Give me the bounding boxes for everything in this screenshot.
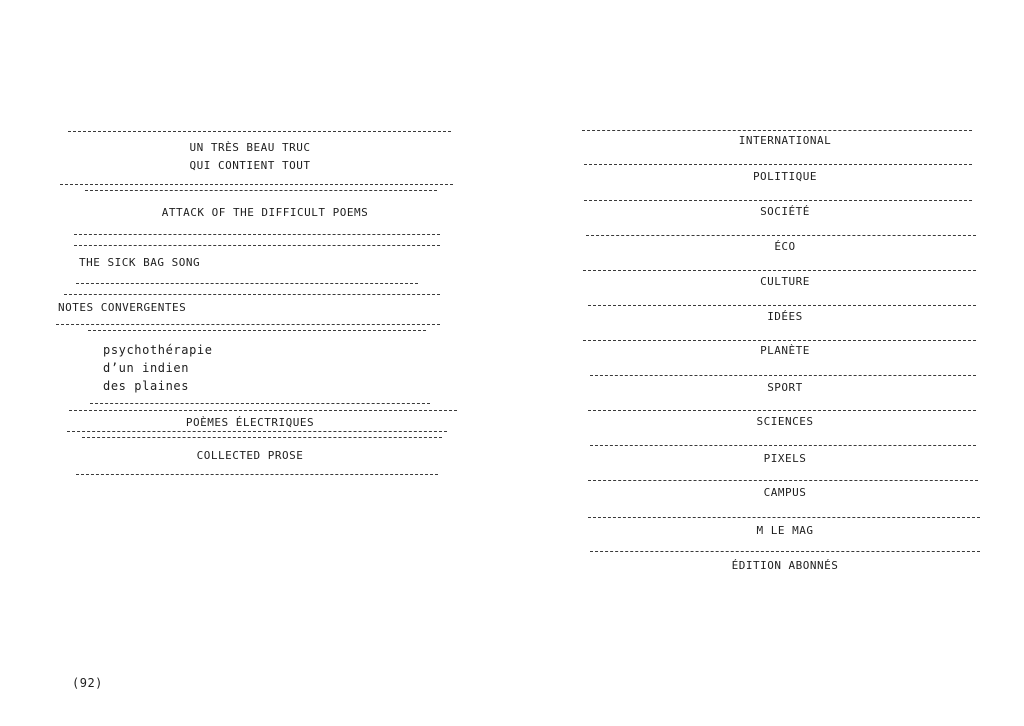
section-label-politique: POLITIQUE xyxy=(752,170,818,183)
section-label-planete: PLANÈTE xyxy=(760,344,810,357)
divider xyxy=(584,200,972,201)
entry-title: COLLECTED PROSE xyxy=(196,449,304,462)
divider xyxy=(85,190,437,191)
section-label-sport: SPORT xyxy=(767,381,803,394)
divider xyxy=(590,445,976,446)
section-label-campus: CAMPUS xyxy=(763,486,807,499)
divider xyxy=(88,330,426,331)
section-label-sciences: SCIENCES xyxy=(756,415,814,428)
section-label-culture: CULTURE xyxy=(760,275,810,288)
entry-subtitle-line2: d’un indien xyxy=(103,361,190,375)
divider xyxy=(583,270,976,271)
section-label-m-le-mag: M LE MAG xyxy=(756,524,814,537)
divider xyxy=(67,431,447,432)
divider xyxy=(60,184,453,185)
entry-title: ATTACK OF THE DIFFICULT POEMS xyxy=(161,206,369,219)
entry-title-line1: UN TRÈS BEAU TRUC xyxy=(189,141,311,154)
divider xyxy=(76,474,438,475)
divider xyxy=(74,245,440,246)
divider xyxy=(69,410,457,411)
divider xyxy=(82,437,442,438)
divider xyxy=(588,410,976,411)
entry-title-line2: QUI CONTIENT TOUT xyxy=(189,159,311,172)
section-label-edition-abonnes: ÉDITION ABONNÉS xyxy=(731,559,839,572)
section-label-societe: SOCIÉTÉ xyxy=(760,205,810,218)
section-label-pixels: PIXELS xyxy=(763,452,807,465)
entry-subtitle-line1: psychothérapie xyxy=(103,343,213,357)
divider xyxy=(588,305,976,306)
divider xyxy=(590,551,980,552)
divider xyxy=(590,375,976,376)
divider xyxy=(588,517,980,518)
divider xyxy=(76,283,418,284)
section-label-idees: IDÉES xyxy=(767,310,803,323)
divider xyxy=(68,131,451,132)
entry-title: THE SICK BAG SONG xyxy=(79,256,201,269)
divider xyxy=(74,234,440,235)
section-label-international: INTERNATIONAL xyxy=(738,134,832,147)
divider xyxy=(90,403,430,404)
divider xyxy=(584,164,972,165)
entry-title: NOTES CONVERGENTES xyxy=(58,301,187,314)
section-label-eco: ÉCO xyxy=(774,240,796,253)
divider xyxy=(588,480,978,481)
divider xyxy=(64,294,440,295)
page-number: (92) xyxy=(72,676,103,690)
divider xyxy=(56,324,440,325)
divider xyxy=(586,235,976,236)
entry-title: POÈMES ÉLECTRIQUES xyxy=(185,416,315,429)
divider xyxy=(582,130,972,131)
entry-subtitle-line3: des plaines xyxy=(103,379,190,393)
divider xyxy=(583,340,976,341)
